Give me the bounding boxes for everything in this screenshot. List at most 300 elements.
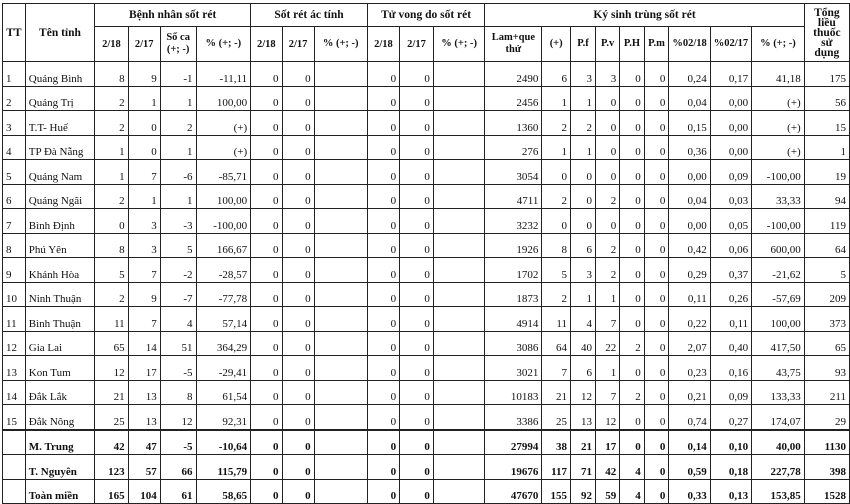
row-number-cell: 1 xyxy=(3,62,26,87)
data-cell: 71 xyxy=(571,455,596,480)
data-cell: (+) xyxy=(752,111,805,136)
sub-header: P.f xyxy=(571,27,596,62)
sub-header: 2/18 xyxy=(95,27,128,62)
data-cell: 47670 xyxy=(485,479,542,504)
group-header-deaths: Tử vong do sốt rét xyxy=(367,4,485,27)
data-cell: 1 xyxy=(95,160,128,185)
data-cell xyxy=(433,430,485,455)
data-cell: 21 xyxy=(571,430,596,455)
data-cell: 0 xyxy=(282,184,314,209)
table-row xyxy=(3,111,850,136)
data-cell: 0 xyxy=(542,160,571,185)
data-cell: 417,50 xyxy=(752,331,805,356)
data-cell: 0,00 xyxy=(669,209,710,234)
data-cell: 0 xyxy=(251,135,282,160)
table-row xyxy=(3,405,850,430)
data-cell: (+) xyxy=(752,86,805,111)
data-cell: 364,29 xyxy=(196,331,251,356)
data-cell: 13 xyxy=(128,405,160,430)
data-cell: 0 xyxy=(251,111,282,136)
data-cell: 0 xyxy=(400,356,434,381)
data-cell: 1 xyxy=(160,86,196,111)
data-cell xyxy=(314,282,367,307)
data-cell: 64 xyxy=(804,233,849,258)
data-cell: 17 xyxy=(596,430,620,455)
data-cell: 0 xyxy=(282,479,314,504)
row-number-cell: 3 xyxy=(3,111,26,136)
data-cell: 0 xyxy=(282,356,314,381)
data-cell: 0 xyxy=(251,356,282,381)
data-cell: 1 xyxy=(542,135,571,160)
data-cell: 15 xyxy=(804,111,849,136)
data-cell: 1 xyxy=(160,184,196,209)
data-cell: 4 xyxy=(620,479,644,504)
data-cell: 0 xyxy=(367,479,399,504)
data-cell: 0 xyxy=(251,62,282,87)
data-cell: 7 xyxy=(596,380,620,405)
data-cell: 2 xyxy=(95,282,128,307)
data-cell: 6 xyxy=(571,356,596,381)
data-cell: 0 xyxy=(596,209,620,234)
data-cell: 0 xyxy=(644,282,669,307)
data-cell: 40 xyxy=(571,331,596,356)
data-cell: 0 xyxy=(620,209,644,234)
data-cell: 1 xyxy=(128,86,160,111)
data-cell: 119 xyxy=(804,209,849,234)
table-row xyxy=(3,331,850,356)
data-cell xyxy=(433,356,485,381)
data-cell: -3 xyxy=(160,209,196,234)
malaria-statistics-table xyxy=(2,3,850,504)
table-row xyxy=(3,282,850,307)
data-cell: -10,64 xyxy=(196,430,251,455)
province-name-cell: Khánh Hòa xyxy=(25,258,94,283)
data-cell: -7 xyxy=(160,282,196,307)
data-cell: 0 xyxy=(596,111,620,136)
data-cell: 1 xyxy=(542,86,571,111)
data-cell: 3054 xyxy=(485,160,542,185)
table-row xyxy=(3,62,850,87)
data-cell: 2 xyxy=(620,380,644,405)
data-cell: 3386 xyxy=(485,405,542,430)
data-cell: 9 xyxy=(128,282,160,307)
data-cell: 12 xyxy=(596,405,620,430)
data-cell: 1 xyxy=(596,356,620,381)
data-cell: 0 xyxy=(620,111,644,136)
data-cell: 0,33 xyxy=(669,479,710,504)
data-cell: 0 xyxy=(620,184,644,209)
data-cell: 100,00 xyxy=(196,184,251,209)
sub-header: Số ca (+; -) xyxy=(160,27,196,62)
data-cell: 0 xyxy=(400,184,434,209)
data-cell: 104 xyxy=(128,479,160,504)
data-cell: 0 xyxy=(251,233,282,258)
data-cell: 2 xyxy=(542,111,571,136)
data-cell: 0,29 xyxy=(669,258,710,283)
data-cell: 115,79 xyxy=(196,455,251,480)
data-cell: 0 xyxy=(367,111,399,136)
data-cell: 33,33 xyxy=(752,184,805,209)
data-cell: 0,11 xyxy=(710,307,751,332)
data-cell: 0,04 xyxy=(669,184,710,209)
data-cell: 0 xyxy=(367,160,399,185)
province-name-cell: Bình Thuận xyxy=(25,307,94,332)
data-cell: 0,21 xyxy=(669,380,710,405)
data-cell: 3232 xyxy=(485,209,542,234)
group-header-parasite: Ký sinh trùng sốt rét xyxy=(485,4,804,27)
sub-header: %02/18 xyxy=(669,27,710,62)
table-row xyxy=(3,135,850,160)
data-cell: 27994 xyxy=(485,430,542,455)
col-header-tt: TT xyxy=(3,4,26,62)
data-cell: 117 xyxy=(542,455,571,480)
data-cell: 7 xyxy=(128,307,160,332)
data-cell: -57,69 xyxy=(752,282,805,307)
data-cell: 11 xyxy=(542,307,571,332)
province-name-cell: Ninh Thuận xyxy=(25,282,94,307)
data-cell: 0 xyxy=(400,135,434,160)
data-cell: -5 xyxy=(160,430,196,455)
row-number-cell xyxy=(3,455,26,480)
data-cell: 2 xyxy=(596,258,620,283)
data-cell: 0,26 xyxy=(710,282,751,307)
data-cell: 1 xyxy=(596,282,620,307)
data-cell: 13 xyxy=(571,405,596,430)
data-cell xyxy=(314,430,367,455)
data-cell: 0 xyxy=(644,184,669,209)
data-cell: 56 xyxy=(804,86,849,111)
data-cell xyxy=(433,62,485,87)
data-cell xyxy=(433,233,485,258)
data-cell: 0 xyxy=(282,331,314,356)
data-cell: (+) xyxy=(196,135,251,160)
data-cell: 9 xyxy=(128,62,160,87)
data-cell: 1926 xyxy=(485,233,542,258)
data-cell: 2 xyxy=(542,184,571,209)
data-cell: 0 xyxy=(620,160,644,185)
data-cell: 0 xyxy=(644,62,669,87)
data-cell: 2 xyxy=(571,111,596,136)
data-cell: 0,17 xyxy=(710,62,751,87)
sub-header: 2/18 xyxy=(251,27,282,62)
data-cell: 2 xyxy=(596,184,620,209)
data-cell: 0 xyxy=(571,184,596,209)
data-cell: 0 xyxy=(620,86,644,111)
data-cell: 0,00 xyxy=(710,135,751,160)
data-cell: 25 xyxy=(95,405,128,430)
data-cell: 0 xyxy=(400,455,434,480)
province-name-cell: Bình Định xyxy=(25,209,94,234)
data-cell: 0 xyxy=(367,380,399,405)
data-cell: 0 xyxy=(251,282,282,307)
sub-header: 2/17 xyxy=(400,27,434,62)
data-cell: 0 xyxy=(282,160,314,185)
data-cell: -6 xyxy=(160,160,196,185)
data-cell: 0 xyxy=(644,455,669,480)
data-cell: 4 xyxy=(571,307,596,332)
total-row xyxy=(3,430,850,455)
data-cell: 0 xyxy=(251,331,282,356)
data-cell: 8 xyxy=(160,380,196,405)
data-cell: 12 xyxy=(160,405,196,430)
data-cell: -5 xyxy=(160,356,196,381)
data-cell: 22 xyxy=(596,331,620,356)
row-number-cell: 10 xyxy=(3,282,26,307)
data-cell: 0 xyxy=(282,405,314,430)
data-cell: 64 xyxy=(542,331,571,356)
data-cell: 0,24 xyxy=(669,62,710,87)
data-cell: 0 xyxy=(282,209,314,234)
data-cell: 0 xyxy=(282,62,314,87)
data-cell: 0 xyxy=(400,209,434,234)
row-number-cell: 13 xyxy=(3,356,26,381)
data-cell: 6 xyxy=(571,233,596,258)
data-cell: 7 xyxy=(128,258,160,283)
data-cell: 0 xyxy=(620,405,644,430)
data-cell: 42 xyxy=(596,455,620,480)
data-cell: 0,14 xyxy=(669,430,710,455)
data-cell: 0 xyxy=(596,86,620,111)
data-cell: 92,31 xyxy=(196,405,251,430)
data-cell: 12 xyxy=(571,380,596,405)
data-cell: 3 xyxy=(596,62,620,87)
data-cell: 51 xyxy=(160,331,196,356)
row-number-cell: 11 xyxy=(3,307,26,332)
data-cell: 38 xyxy=(542,430,571,455)
data-cell: 40,00 xyxy=(752,430,805,455)
data-cell: -77,78 xyxy=(196,282,251,307)
data-cell: 0 xyxy=(644,356,669,381)
data-cell: 0,36 xyxy=(669,135,710,160)
data-cell: 7 xyxy=(542,356,571,381)
data-cell: 4 xyxy=(620,455,644,480)
total-row xyxy=(3,455,850,480)
col-header-drug: Tổng liều thuốc sử dụng xyxy=(804,4,849,62)
data-cell: 0 xyxy=(367,455,399,480)
table-row xyxy=(3,380,850,405)
data-cell: 0 xyxy=(596,135,620,160)
header-row-groups xyxy=(3,4,850,27)
group-header-severe: Sốt rét ác tính xyxy=(251,4,368,27)
data-cell: 13 xyxy=(128,380,160,405)
data-cell: 0 xyxy=(644,86,669,111)
data-cell: 2,07 xyxy=(669,331,710,356)
province-name-cell: Kon Tum xyxy=(25,356,94,381)
data-cell: 0,09 xyxy=(710,380,751,405)
data-cell: 3 xyxy=(571,62,596,87)
data-cell: 0 xyxy=(620,135,644,160)
data-cell: 0 xyxy=(620,356,644,381)
data-cell: 0 xyxy=(367,86,399,111)
sub-header: % (+; -) xyxy=(433,27,485,62)
province-name-cell: T. Nguyên xyxy=(25,455,94,480)
data-cell: 0,23 xyxy=(669,356,710,381)
data-cell: 3021 xyxy=(485,356,542,381)
data-cell: 4 xyxy=(160,307,196,332)
table-row xyxy=(3,86,850,111)
data-cell: 227,78 xyxy=(752,455,805,480)
table-row xyxy=(3,258,850,283)
data-cell: 0 xyxy=(367,184,399,209)
data-cell: 0 xyxy=(128,135,160,160)
data-cell: 2490 xyxy=(485,62,542,87)
data-cell: 0 xyxy=(282,258,314,283)
data-cell: 1528 xyxy=(804,479,849,504)
data-cell xyxy=(433,282,485,307)
province-name-cell: Phú Yên xyxy=(25,233,94,258)
data-cell: 0,00 xyxy=(669,160,710,185)
data-cell: 1 xyxy=(804,135,849,160)
data-cell: 0 xyxy=(644,135,669,160)
data-cell: 2 xyxy=(95,86,128,111)
data-cell: 0 xyxy=(400,86,434,111)
data-cell: 58,65 xyxy=(196,479,251,504)
row-number-cell: 5 xyxy=(3,160,26,185)
sub-header: (+) xyxy=(542,27,571,62)
row-number-cell: 2 xyxy=(3,86,26,111)
data-cell xyxy=(314,307,367,332)
data-cell: 0 xyxy=(251,479,282,504)
sub-header: 2/17 xyxy=(128,27,160,62)
row-number-cell: 15 xyxy=(3,405,26,430)
data-cell xyxy=(314,233,367,258)
data-cell xyxy=(433,380,485,405)
data-cell: 0,05 xyxy=(710,209,751,234)
data-cell: 0 xyxy=(367,307,399,332)
data-cell: 0 xyxy=(620,282,644,307)
data-cell xyxy=(314,62,367,87)
data-cell: 0 xyxy=(367,258,399,283)
data-cell: 100,00 xyxy=(196,86,251,111)
data-cell: 0,10 xyxy=(710,430,751,455)
data-cell: 41,18 xyxy=(752,62,805,87)
data-cell: 42 xyxy=(95,430,128,455)
data-cell: 0 xyxy=(400,258,434,283)
sub-header: Lam+que thử xyxy=(485,27,542,62)
data-cell: 61,54 xyxy=(196,380,251,405)
data-cell: 1 xyxy=(571,135,596,160)
data-cell: 0,74 xyxy=(669,405,710,430)
data-cell: 0,18 xyxy=(710,455,751,480)
data-cell: 0 xyxy=(400,479,434,504)
data-cell: 0,59 xyxy=(669,455,710,480)
data-cell xyxy=(314,405,367,430)
data-cell: 21 xyxy=(95,380,128,405)
data-cell: 398 xyxy=(804,455,849,480)
data-cell: 0,15 xyxy=(669,111,710,136)
data-cell: 0 xyxy=(571,160,596,185)
data-cell: 0 xyxy=(251,160,282,185)
row-number-cell: 12 xyxy=(3,331,26,356)
data-cell: 0 xyxy=(400,307,434,332)
data-cell xyxy=(433,455,485,480)
data-cell xyxy=(314,380,367,405)
data-cell: 0 xyxy=(644,405,669,430)
data-cell: 211 xyxy=(804,380,849,405)
data-cell: 61 xyxy=(160,479,196,504)
data-cell xyxy=(433,135,485,160)
data-cell: 1130 xyxy=(804,430,849,455)
data-cell: 0,00 xyxy=(710,86,751,111)
data-cell: 0 xyxy=(367,62,399,87)
data-cell: 93 xyxy=(804,356,849,381)
data-cell: 7 xyxy=(128,160,160,185)
data-cell: 133,33 xyxy=(752,380,805,405)
data-cell: 4914 xyxy=(485,307,542,332)
data-cell: 65 xyxy=(804,331,849,356)
data-cell: (+) xyxy=(196,111,251,136)
data-cell: 21 xyxy=(542,380,571,405)
data-cell: 1702 xyxy=(485,258,542,283)
data-cell: 92 xyxy=(571,479,596,504)
table-row xyxy=(3,209,850,234)
data-cell xyxy=(314,160,367,185)
data-cell: 0 xyxy=(367,135,399,160)
data-cell: 0,16 xyxy=(710,356,751,381)
data-cell: -2 xyxy=(160,258,196,283)
data-cell: 0 xyxy=(282,282,314,307)
data-cell: (+) xyxy=(752,135,805,160)
data-cell: 1 xyxy=(571,282,596,307)
data-cell: 94 xyxy=(804,184,849,209)
province-name-cell: Quảng Ngãi xyxy=(25,184,94,209)
data-cell: 2 xyxy=(596,233,620,258)
data-cell xyxy=(433,307,485,332)
data-cell: 0 xyxy=(620,258,644,283)
data-cell: 0 xyxy=(400,331,434,356)
province-name-cell: TP Đà Nẵng xyxy=(25,135,94,160)
province-name-cell: Quảng Nam xyxy=(25,160,94,185)
data-cell xyxy=(314,209,367,234)
data-cell: 57 xyxy=(128,455,160,480)
data-cell xyxy=(433,209,485,234)
data-cell xyxy=(433,184,485,209)
data-cell: -21,62 xyxy=(752,258,805,283)
data-cell: 0 xyxy=(620,307,644,332)
row-number-cell: 8 xyxy=(3,233,26,258)
data-cell: 0,09 xyxy=(710,160,751,185)
data-cell: 7 xyxy=(596,307,620,332)
data-cell: 175 xyxy=(804,62,849,87)
data-cell xyxy=(314,479,367,504)
data-cell: 0 xyxy=(400,430,434,455)
province-name-cell: Quảng Bình xyxy=(25,62,94,87)
data-cell: 0 xyxy=(400,233,434,258)
data-cell: -85,71 xyxy=(196,160,251,185)
table-row xyxy=(3,233,850,258)
data-cell xyxy=(314,184,367,209)
province-name-cell: Đắk Nông xyxy=(25,405,94,430)
row-number-cell: 9 xyxy=(3,258,26,283)
data-cell: 0 xyxy=(282,430,314,455)
data-cell: 0 xyxy=(620,430,644,455)
data-cell: 0 xyxy=(282,307,314,332)
data-cell: -11,11 xyxy=(196,62,251,87)
data-cell: 0 xyxy=(644,307,669,332)
data-cell: 5 xyxy=(804,258,849,283)
data-cell: 0 xyxy=(400,405,434,430)
data-cell: -29,41 xyxy=(196,356,251,381)
data-cell xyxy=(314,331,367,356)
data-cell: 0 xyxy=(367,405,399,430)
data-cell: 0 xyxy=(251,405,282,430)
data-cell: 3086 xyxy=(485,331,542,356)
data-cell: 5 xyxy=(160,233,196,258)
data-cell: 2 xyxy=(95,111,128,136)
province-name-cell: Toàn miền xyxy=(25,479,94,504)
data-cell: 2 xyxy=(95,184,128,209)
data-cell: 0,22 xyxy=(669,307,710,332)
